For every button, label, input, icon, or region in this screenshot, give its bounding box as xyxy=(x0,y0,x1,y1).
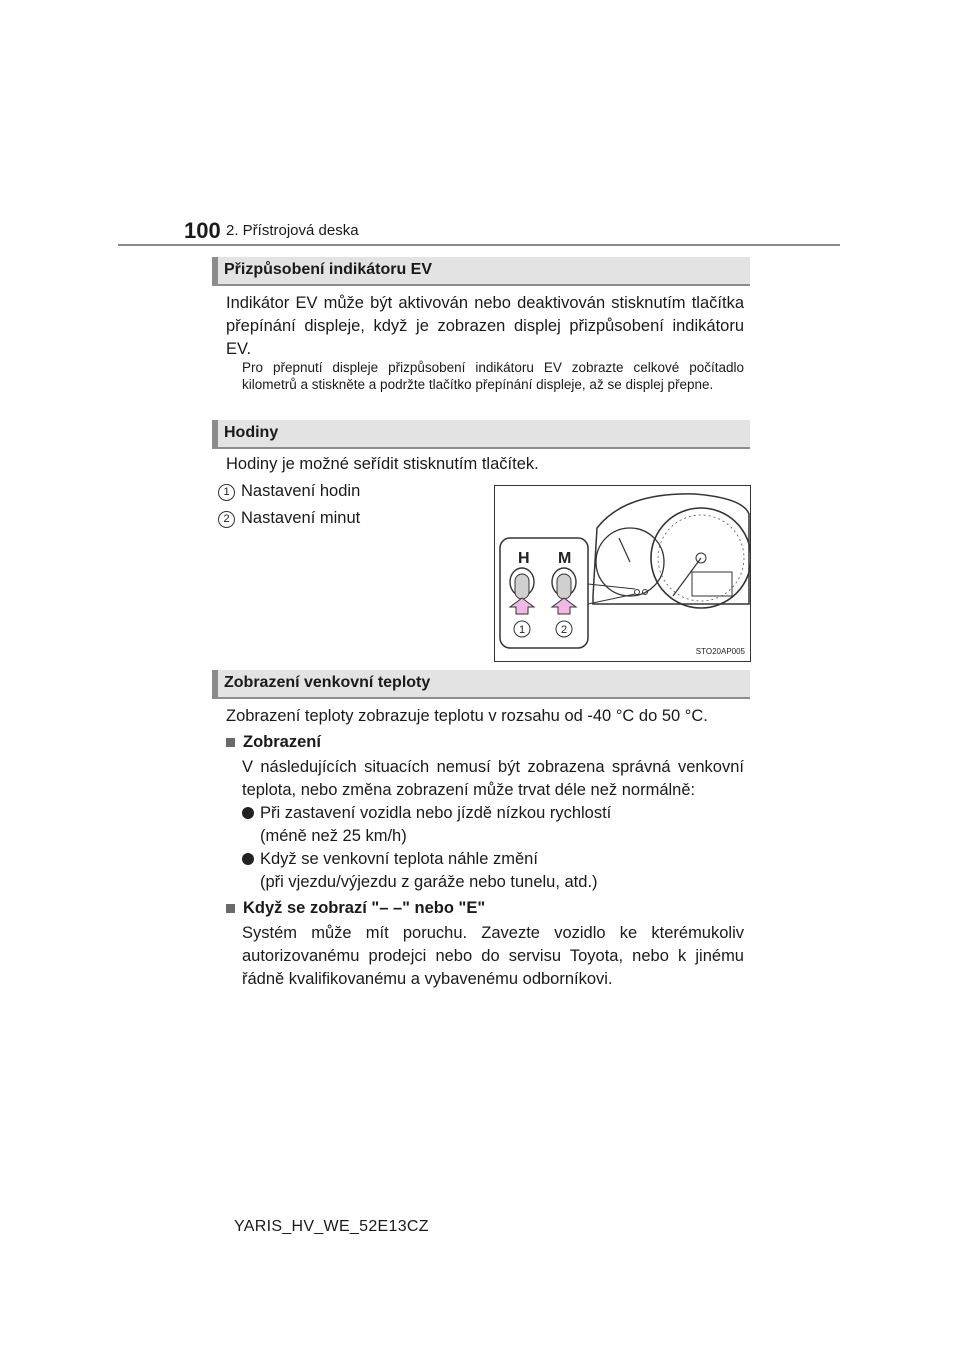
section-heading-clock xyxy=(212,420,750,449)
section-title-clock: Hodiny xyxy=(224,424,279,441)
clock-paragraph: Hodiny je možné seřídit stisknutím tlačítek. xyxy=(226,455,539,473)
bullet-item-1-line1: Při zastavení vozidla nebo jízdě nízkou rychlostí xyxy=(260,804,612,822)
bullet-dot-icon xyxy=(242,853,254,865)
sub-heading-display-text: Zobrazení xyxy=(243,733,321,751)
error-paragraph: Systém může mít poruchu. Zavezte vozidlo ke kterémukoliv autorizovanému prodejci nebo do servisu Toyota, nebo k jinému řádně kvalifikovanému a vybavenému odborníkovi. xyxy=(242,924,744,988)
instrument-cluster-figure xyxy=(494,485,751,662)
header-divider xyxy=(118,244,840,246)
bullet-item-2 xyxy=(242,848,538,871)
page-number: 100 xyxy=(184,218,221,243)
hour-button-stem xyxy=(515,574,529,599)
section-heading-ev xyxy=(212,257,750,286)
bullet-dot-icon xyxy=(242,807,254,819)
cluster-illustration xyxy=(495,486,750,661)
chapter-title: 2. Přístrojová deska xyxy=(226,222,359,239)
figure-code: STO20AP005 xyxy=(695,647,745,656)
zoom-inset xyxy=(500,538,588,648)
bullet-item-2-line1: Když se venkovní teplota náhle změní xyxy=(260,850,538,868)
callout-2: 2 xyxy=(560,624,568,636)
left-gauge-needle xyxy=(619,538,630,562)
callout-1: 1 xyxy=(518,624,526,636)
temp-paragraph: Zobrazení teploty zobrazuje teplotu v rozsahu od -40 °C do 50 °C. xyxy=(226,707,708,725)
section-title-ev: Přizpůsobení indikátoru EV xyxy=(224,261,433,278)
speedometer-needle xyxy=(673,558,701,596)
ev-paragraph: Indikátor EV může být aktivován nebo deaktivován stisknutím tlačítka přepínání displeje, když je zobrazen displej přizpůsobení indikátoru EV. xyxy=(226,294,744,358)
sub-heading-error xyxy=(226,897,485,920)
clock-item-minutes xyxy=(218,507,360,530)
clock-item-label: Nastavení hodin xyxy=(241,482,361,500)
multi-display xyxy=(692,572,732,596)
section-heading-bar xyxy=(212,670,218,697)
display-paragraph: V následujících situacích nemusí být zobrazena správná venkovní teplota, nebo změna zobrazení může trvat déle než normálně: xyxy=(242,758,744,799)
square-bullet-icon xyxy=(226,904,235,913)
section-heading-bar xyxy=(212,257,218,284)
button-h-small xyxy=(635,590,640,595)
zoom-line-bottom xyxy=(588,594,635,604)
bullet-item-1-line2: (méně než 25 km/h) xyxy=(260,827,407,845)
zoom-line-top xyxy=(588,584,635,589)
section-heading-bar xyxy=(212,420,218,447)
clock-item-hours xyxy=(218,480,360,503)
sub-heading-error-text: Když se zobrazí "– –" nebo "E" xyxy=(243,899,486,917)
section-heading-temp xyxy=(212,670,750,699)
ev-note: Pro přepnutí displeje přizpůsobení indikátoru EV zobrazte celkové počítadlo kilometrů a stiskněte a podržte tlačítko přepínání displeje, až se displej přepne. xyxy=(242,360,744,392)
bullet-item-2-line2: (při vjezdu/výjezdu z garáže nebo tunelu, atd.) xyxy=(260,873,598,891)
clock-item-label: Nastavení minut xyxy=(241,509,361,527)
callout-number: 2 xyxy=(218,511,235,528)
document-code: YARIS_HV_WE_52E13CZ xyxy=(234,1218,429,1235)
label-m: M xyxy=(558,550,572,567)
sub-heading-display xyxy=(226,731,321,754)
callout-number: 1 xyxy=(218,484,235,501)
square-bullet-icon xyxy=(226,738,235,747)
minute-button-stem xyxy=(557,574,571,599)
label-h: H xyxy=(518,550,530,567)
section-title-temp: Zobrazení venkovní teploty xyxy=(224,674,431,691)
bullet-item-1 xyxy=(242,802,611,825)
